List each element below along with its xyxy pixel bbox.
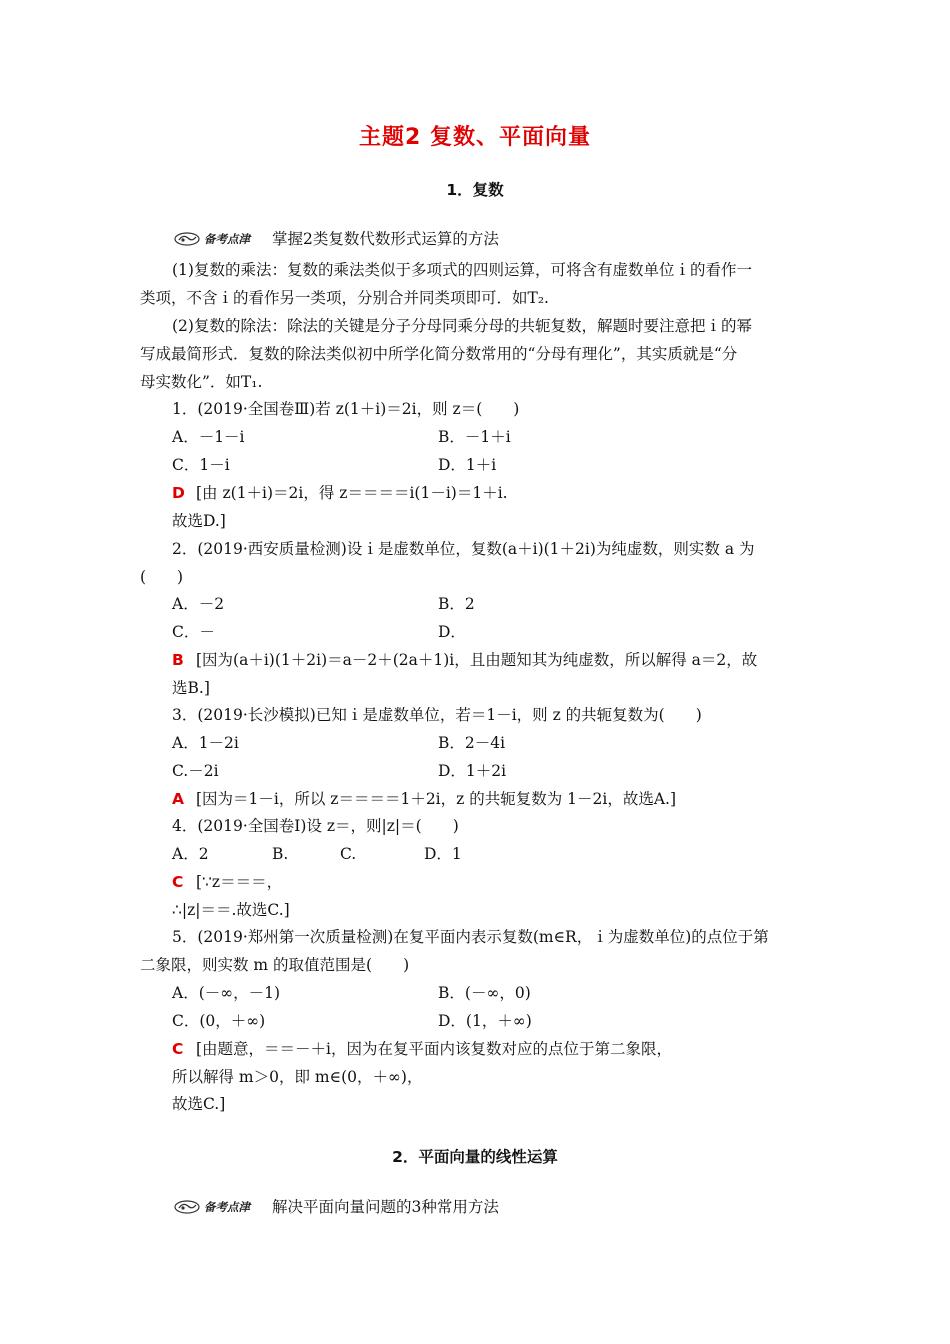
question-3: 3．(2019·长沙模拟)已知ｉ是虚数单位，若＝1－i，则 z 的共轭复数为( ) <box>172 706 702 724</box>
option-c: C．－ <box>172 623 215 641</box>
answer-letter: B <box>172 651 184 669</box>
option-d: D． <box>438 623 466 641</box>
section-heading-complex: 1．复数 <box>446 181 504 199</box>
option-b: B．(－∞，0) <box>438 984 531 1002</box>
option-c: C．1－i <box>172 456 230 474</box>
option-c: C．(0，＋∞) <box>172 1012 266 1030</box>
question-5: 5．(2019·郑州第一次质量检测)在复平面内表示复数(m∈R，ｉ为虚数单位)的点位于第 <box>172 928 769 946</box>
option-d: D．(1，＋∞) <box>438 1012 532 1030</box>
solution-text: [由题意，＝＝－＋i，因为在复平面内该复数对应的点位于第二象限， <box>196 1040 673 1058</box>
solution-text: [因为(a＋i)(1＋2i)＝a－2＋(2a＋1)i，且由题知其为纯虚数，所以解得 a＝2，故 <box>196 651 758 669</box>
badge-heading: 掌握2类复数代数形式运算的方法 <box>272 230 499 248</box>
paragraph-line: (1)复数的乘法：复数的乘法类似于多项式的四则运算，可将含有虚数单位ｉ的看作一 <box>172 261 752 279</box>
option-a: A．(－∞，－1) <box>172 984 281 1002</box>
question-2-cont: ( ) <box>140 568 184 586</box>
option-d: D．1 <box>424 845 462 863</box>
solution-text: 选B.] <box>172 679 210 697</box>
solution-text: [由 z(1＋i)＝2i，得 z＝＝＝＝i(1－i)＝1＋i. <box>196 484 508 502</box>
badge-label: 备考点津 <box>204 1200 250 1214</box>
answer-letter: D <box>172 484 185 502</box>
option-a: A．2 <box>172 845 209 863</box>
page-title: 主题2 复数、平面向量 <box>359 125 591 150</box>
answer-letter: C <box>172 873 184 891</box>
badge-heading: 解决平面向量问题的3种常用方法 <box>272 1198 499 1216</box>
option-b: B．－1＋i <box>438 428 511 446</box>
option-a: A．－2 <box>172 595 225 613</box>
paragraph-line: 类项，不含ｉ的看作另一类项，分别合并同类项即可．如T₂. <box>140 289 549 307</box>
question-1: 1．(2019·全国卷Ⅲ)若 z(1＋i)＝2i，则 z＝( ) <box>172 400 520 418</box>
option-c: C. <box>340 845 357 863</box>
option-d: D．1＋i <box>438 456 497 474</box>
question-5-cont: 二象限，则实数 m 的取值范围是( ) <box>140 956 410 974</box>
solution-text: 故选D.] <box>172 512 226 530</box>
study-tip-badge <box>174 231 250 247</box>
option-b: B．2 <box>438 595 475 613</box>
option-c: C.－2i <box>172 762 219 780</box>
solution-text: [∵z＝＝＝， <box>196 873 283 891</box>
solution-text: [因为＝1－i，所以 z＝＝＝＝1＋2i，z 的共轭复数为 1－2i，故选A.] <box>196 790 677 808</box>
question-2: 2．(2019·西安质量检测)设ｉ是虚数单位，复数(a＋i)(1＋2i)为纯虚数，则实数 a 为 <box>172 540 755 558</box>
option-b: B. <box>272 845 289 863</box>
solution-text: 故选C.] <box>172 1095 226 1113</box>
tip-swirl-icon <box>174 232 200 246</box>
answer-letter: C <box>172 1040 184 1058</box>
option-a: A．1－2i <box>172 734 239 752</box>
solution-text: ∴|z|＝＝.故选C.] <box>172 901 290 919</box>
option-d: D．1＋2i <box>438 762 507 780</box>
question-4: 4．(2019·全国卷Ⅰ)设 z＝，则|z|＝( ) <box>172 817 459 835</box>
paragraph-line: 写成最简形式．复数的除法类似初中所学化简分数常用的“分母有理化”，其实质就是“分 <box>140 345 738 363</box>
paragraph-line: 母实数化”．如T₁. <box>140 373 263 391</box>
solution-text: 所以解得 m＞0，即 m∈(0，＋∞)， <box>172 1068 423 1086</box>
paragraph-line: (2)复数的除法：除法的关键是分子分母同乘分母的共轭复数，解题时要注意把ｉ的幂 <box>172 317 752 335</box>
study-tip-badge <box>174 1199 250 1215</box>
answer-letter: A <box>172 790 184 808</box>
badge-label: 备考点津 <box>204 232 250 246</box>
option-a: A．－1－i <box>172 428 245 446</box>
section-heading-vectors: 2．平面向量的线性运算 <box>392 1148 558 1166</box>
option-b: B．2－4i <box>438 734 506 752</box>
tip-swirl-icon <box>174 1200 200 1214</box>
